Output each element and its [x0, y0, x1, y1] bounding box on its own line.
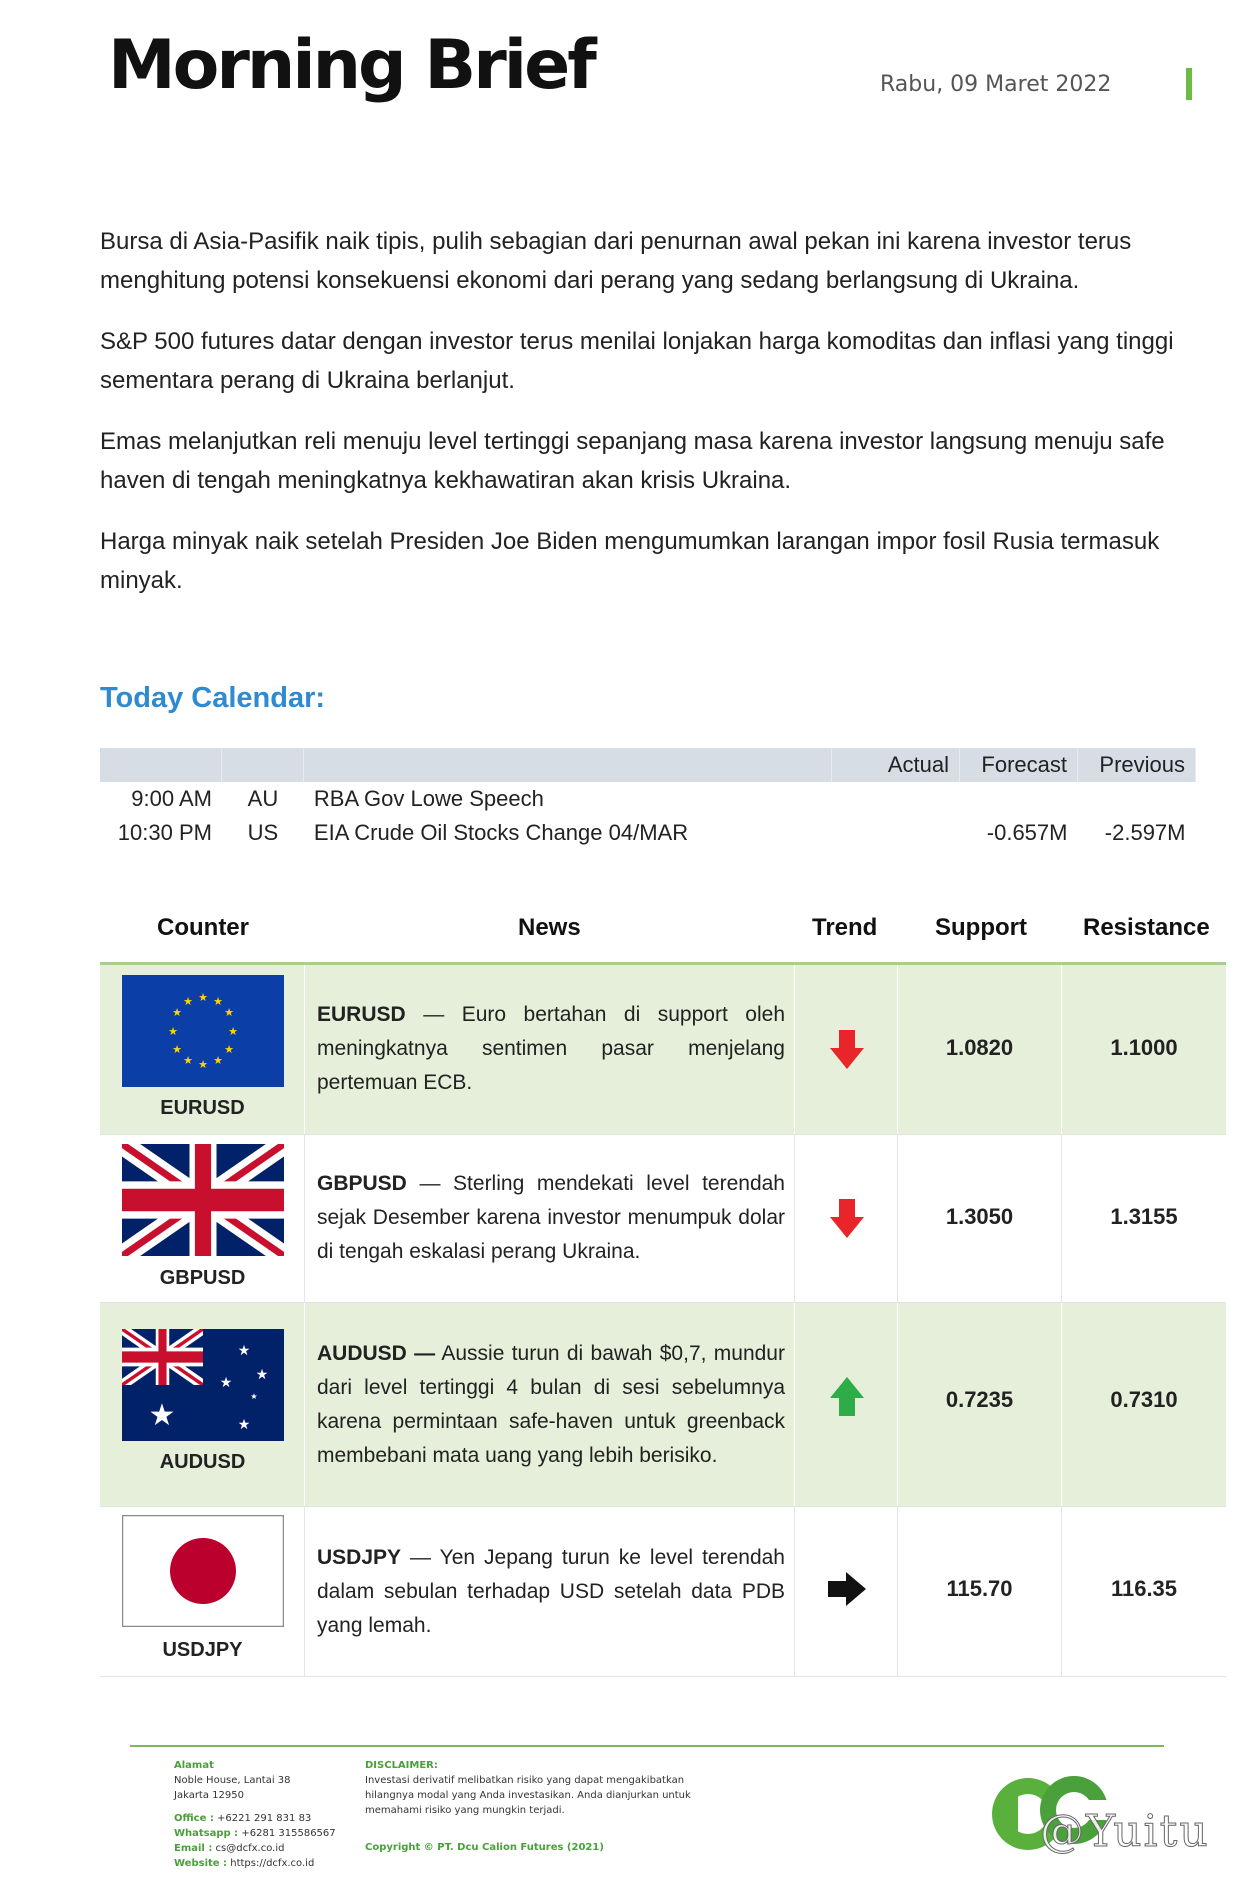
resistance-value: 116.35: [1110, 1576, 1178, 1601]
whatsapp-number: +6281 315586567: [241, 1828, 336, 1839]
news-cell: [305, 1303, 795, 1506]
calendar-country: US: [247, 820, 279, 845]
resistance-cell: [1062, 1507, 1226, 1676]
trend-cell: [795, 1135, 898, 1302]
svg-text:★: ★: [183, 1054, 193, 1067]
news-cell: [305, 1507, 795, 1676]
footer-disclaimer: [365, 1758, 725, 1855]
header-support: Support: [935, 914, 1027, 941]
news-separator: —: [423, 1003, 445, 1026]
calendar-event: RBA Gov Lowe Speech: [313, 786, 544, 811]
office-label: Office :: [174, 1813, 214, 1824]
svg-text:★: ★: [168, 1025, 178, 1038]
support-value: 115.70: [946, 1576, 1013, 1601]
office-line: [174, 1811, 336, 1826]
watermark: @Yuitu: [1040, 1806, 1210, 1857]
calendar-header-blank: [222, 748, 304, 782]
svg-text:★: ★: [213, 995, 223, 1008]
news-separator: —: [419, 1172, 441, 1195]
arrow-down-icon: [828, 1030, 866, 1070]
table-row: [100, 1135, 1226, 1303]
au-flag-icon: [122, 1329, 284, 1441]
calendar-header-blank: [304, 748, 832, 782]
jp-flag-icon: [122, 1515, 284, 1627]
calendar-table: [100, 748, 1196, 850]
arrow-up-icon: [828, 1376, 866, 1416]
support-value: 1.3050: [945, 1204, 1014, 1229]
calendar-title: Today Calendar:: [100, 682, 326, 714]
support-cell: [898, 1507, 1062, 1676]
report-date: Rabu, 09 Maret 2022: [880, 72, 1112, 97]
whatsapp-line: [174, 1826, 336, 1841]
svg-text:★: ★: [198, 991, 208, 1004]
calendar-actual: [832, 816, 960, 850]
calendar-time: 9:00 AM: [131, 786, 212, 811]
calendar-header-actual: Actual: [832, 748, 960, 782]
support-cell: [898, 1135, 1062, 1302]
pair-label: AUDUSD: [159, 1451, 246, 1473]
website-label: Website :: [174, 1858, 228, 1869]
table-row: [100, 1303, 1226, 1507]
disclaimer-label: DISCLAIMER:: [365, 1760, 438, 1771]
email-label: Email :: [174, 1843, 213, 1854]
news-body: Aussie turun di bawah $0,7, mundur dari level tertinggi 4 bulan di sesi sebelumnya karena permintaan safe-haven untuk greenback membebani mata uang yang lebih berisiko.: [317, 1342, 785, 1467]
email-line: [174, 1841, 336, 1856]
accent-bar: [1186, 68, 1192, 100]
resistance-value: 1.3155: [1110, 1204, 1178, 1229]
news-title: GBPUSD: [317, 1172, 407, 1195]
news-body: Euro bertahan di support oleh meningkatnya sentimen pasar menjelang pertemuan ECB.: [317, 1003, 785, 1094]
intro-paragraph: Harga minyak naik setelah Presiden Joe Biden mengumumkan larangan impor fosil Rusia termasuk minyak.: [100, 528, 1160, 594]
footer-contact: [174, 1758, 336, 1871]
calendar-previous: [1077, 782, 1195, 816]
counter-cell: [100, 1303, 305, 1506]
news-body: Yen Jepang turun ke level terendah dalam sebulan terhadap USD setelah data PDB yang lemah.: [317, 1546, 785, 1637]
support-cell: [898, 965, 1062, 1134]
table-row: [100, 965, 1226, 1135]
news-title: AUDUSD: [317, 1342, 407, 1365]
svg-text:★: ★: [172, 1006, 182, 1019]
header-trend: Trend: [812, 914, 878, 941]
pair-label: EURUSD: [160, 1097, 245, 1119]
svg-text:★: ★: [237, 1417, 251, 1433]
resistance-cell: [1062, 1135, 1226, 1302]
copyright: Copyright © PT. Dcu Calion Futures (2021): [365, 1842, 604, 1853]
svg-text:★: ★: [224, 1043, 234, 1056]
whatsapp-label: Whatsapp :: [174, 1828, 239, 1839]
table-row: [100, 1507, 1226, 1677]
calendar-time: 10:30 PM: [117, 820, 212, 845]
intro-section: [100, 222, 1200, 622]
news-text: [317, 998, 785, 1100]
website-link[interactable]: https://dcfx.co.id: [230, 1858, 315, 1869]
calendar-header-previous: Previous: [1077, 748, 1195, 782]
counter-cell: [100, 965, 305, 1134]
support-value: 0.7235: [945, 1387, 1014, 1412]
calendar-header-blank: [100, 748, 222, 782]
support-cell: [898, 1303, 1062, 1506]
resistance-value: 0.7310: [1110, 1387, 1178, 1412]
svg-text:★: ★: [172, 1043, 182, 1056]
trend-cell: [795, 965, 898, 1134]
news-cell: [305, 965, 795, 1134]
svg-text:★: ★: [183, 995, 193, 1008]
svg-text:★: ★: [255, 1367, 269, 1383]
resistance-cell: [1062, 965, 1226, 1134]
intro-paragraph: S&P 500 futures datar dengan investor terus menilai lonjakan harga komoditas dan inflasi yang tinggi sementara perang di Ukraina berlanjut.: [100, 328, 1174, 394]
news-text: [317, 1337, 785, 1473]
news-separator: —: [410, 1546, 432, 1569]
office-number: +6221 291 831 83: [217, 1813, 312, 1824]
arrow-right-icon: [828, 1569, 866, 1609]
calendar-row: [100, 816, 1196, 850]
address-line: Noble House, Lantai 38: [174, 1775, 291, 1786]
svg-text:★: ★: [148, 1398, 176, 1433]
svg-text:★: ★: [224, 1006, 234, 1019]
pair-label: USDJPY: [162, 1639, 243, 1661]
counter-cell: [100, 1507, 305, 1676]
calendar-forecast: [960, 782, 1078, 816]
resistance-cell: [1062, 1303, 1226, 1506]
news-body: Sterling mendekati level terendah sejak Desember karena investor menumpuk dolar di tengah eskalasi perang Ukraina.: [317, 1172, 785, 1263]
trend-cell: [795, 1507, 898, 1676]
calendar-event: EIA Crude Oil Stocks Change 04/MAR: [313, 820, 689, 845]
svg-text:★: ★: [198, 1058, 208, 1071]
calendar-forecast: -0.657M: [986, 820, 1068, 845]
news-separator: —: [414, 1342, 436, 1365]
counter-cell: [100, 1135, 305, 1302]
calendar-actual: [832, 782, 960, 816]
eu-flag-icon: [122, 975, 284, 1087]
svg-text:★: ★: [213, 1054, 223, 1067]
page-title: Morning Brief: [108, 26, 594, 105]
news-cell: [305, 1135, 795, 1302]
news-text: [317, 1541, 785, 1643]
calendar-row: [100, 782, 1196, 816]
arrow-down-icon: [828, 1199, 866, 1239]
news-title: USDJPY: [317, 1546, 402, 1569]
footer-divider: [130, 1745, 1164, 1747]
intro-paragraph: Emas melanjutkan reli menuju level tertinggi sepanjang masa karena investor langsung menuju safe haven di tengah meningkatnya kekhawatiran akan krisis Ukraina.: [100, 428, 1165, 494]
support-value: 1.0820: [945, 1035, 1014, 1060]
trend-cell: [795, 1303, 898, 1506]
address-label: Alamat: [174, 1760, 214, 1771]
email-address[interactable]: cs@dcfx.co.id: [215, 1843, 285, 1854]
calendar-header-forecast: Forecast: [960, 748, 1078, 782]
header-news: News: [518, 914, 581, 941]
header-counter: Counter: [157, 914, 249, 941]
disclaimer-text: Investasi derivatif melibatkan risiko yang dapat mengakibatkan hilangnya modal yang Anda investasikan. Anda dianjurkan untuk memahami risiko yang mungkin terjadi.: [365, 1775, 691, 1816]
svg-text:★: ★: [237, 1343, 251, 1359]
news-text: [317, 1167, 785, 1269]
svg-text:★: ★: [228, 1025, 238, 1038]
calendar-country: AU: [247, 786, 279, 811]
uk-flag-icon: [122, 1144, 284, 1256]
pair-label: GBPUSD: [159, 1267, 246, 1289]
header-resistance: Resistance: [1083, 914, 1210, 941]
website-line: [174, 1856, 336, 1871]
counter-table-header: [100, 898, 1226, 964]
resistance-value: 1.1000: [1110, 1035, 1178, 1060]
calendar-previous: -2.597M: [1104, 820, 1186, 845]
svg-text:★: ★: [250, 1392, 258, 1401]
news-title: EURUSD: [317, 1003, 406, 1026]
svg-text:★: ★: [219, 1375, 233, 1391]
address-line: Jakarta 12950: [174, 1790, 244, 1801]
intro-paragraph: Bursa di Asia-Pasifik naik tipis, pulih sebagian dari penurnan awal pekan ini karena investor terus menghitung potensi konsekuensi ekonomi dari perang yang sedang berlangsung di Ukraina.: [100, 228, 1132, 294]
calendar-header-row: [100, 748, 1196, 782]
